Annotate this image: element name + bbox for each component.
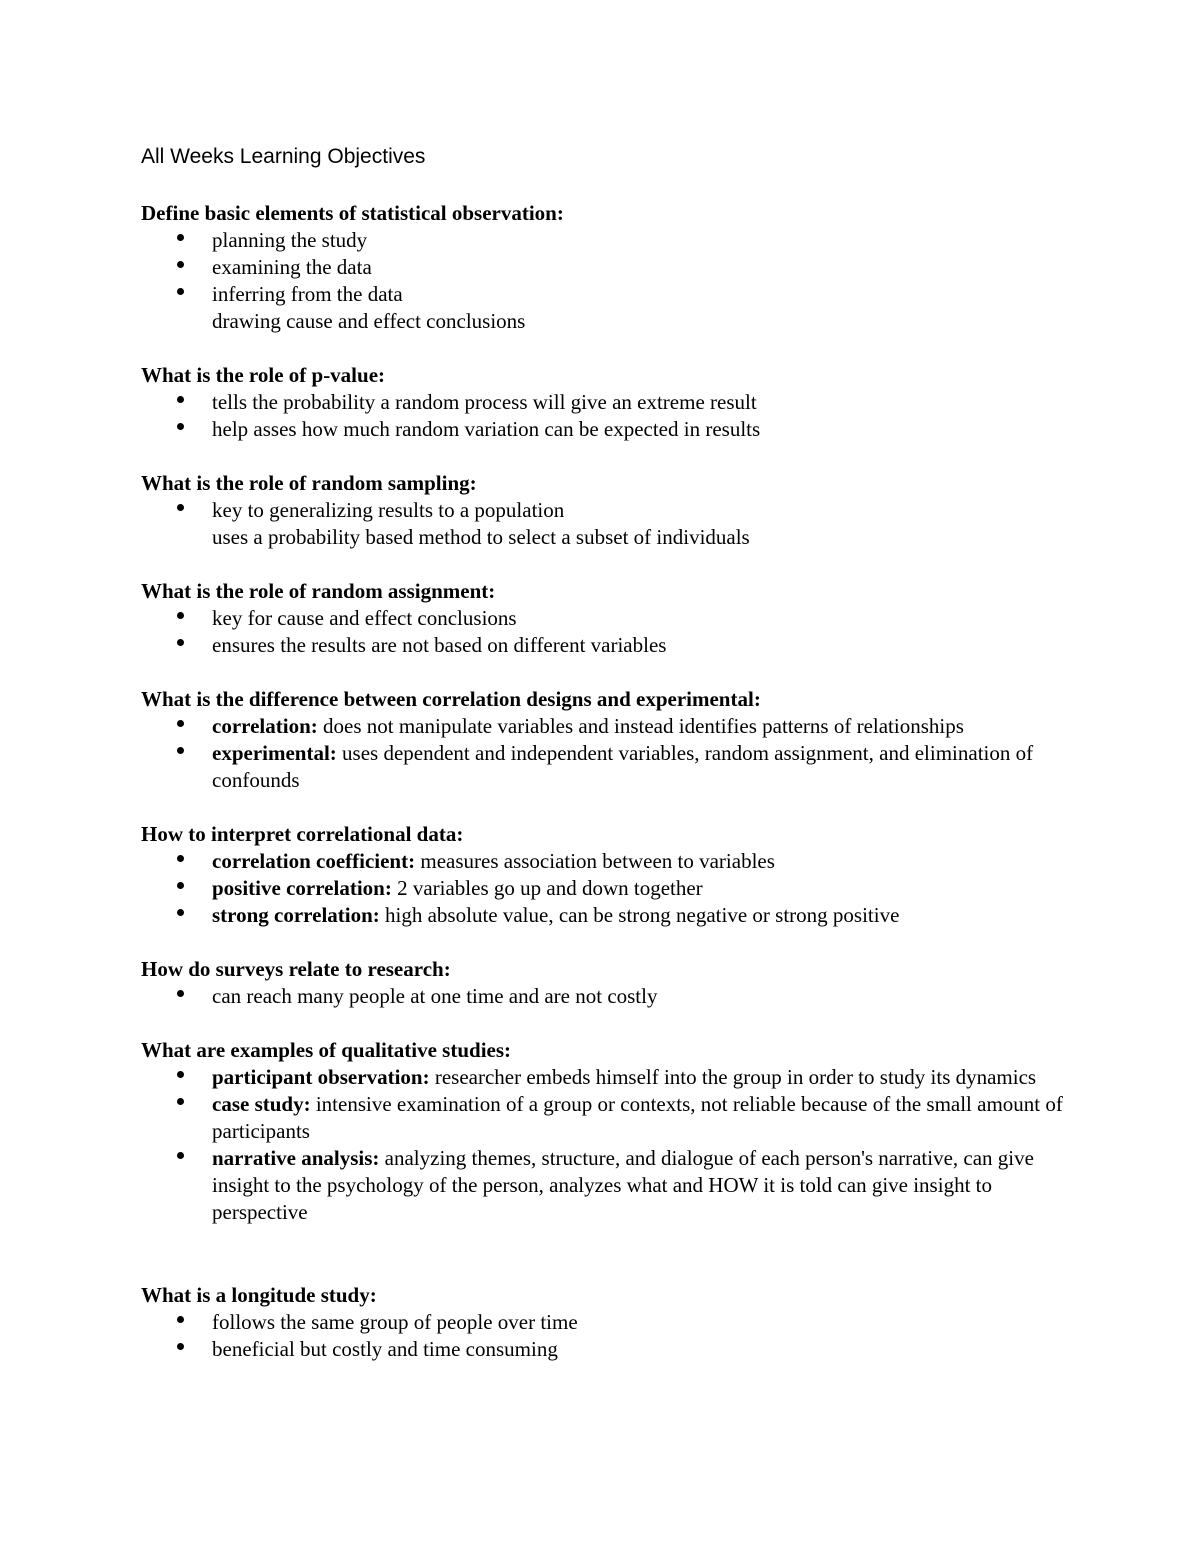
list-item — [141, 713, 1081, 740]
bullet-list — [141, 605, 1081, 659]
item-text: analyzing themes, structure, and dialogue of each person's narrative, can give insight to the psychology of the person, analyzes what and HOW it is told can give insight to perspective — [212, 1146, 1034, 1224]
section-heading: What is a longitude study: — [141, 1283, 377, 1307]
item-text: tells the probability a random process will give an extreme result — [212, 390, 757, 414]
list-item — [141, 1145, 1081, 1226]
list-item — [141, 605, 1081, 632]
list-item — [141, 875, 1081, 902]
list-item-continuation — [141, 308, 1081, 335]
item-term: case study: — [212, 1092, 311, 1116]
item-term: correlation coefficient: — [212, 849, 416, 873]
list-item — [141, 497, 1081, 524]
list-item — [141, 416, 1081, 443]
list-item — [141, 632, 1081, 659]
section-heading: What is the role of random assignment: — [141, 579, 496, 603]
item-text: drawing cause and effect conclusions — [212, 309, 526, 333]
list-item — [141, 281, 1081, 308]
item-term: strong correlation: — [212, 903, 380, 927]
item-text: measures association between to variables — [415, 849, 775, 873]
document-title: All Weeks Learning Objectives — [141, 145, 426, 168]
list-item — [141, 389, 1081, 416]
item-text: researcher embeds himself into the group in order to study its dynamics — [429, 1065, 1037, 1089]
section-heading: What is the role of p-value: — [141, 363, 386, 387]
item-term: positive correlation: — [212, 876, 392, 900]
item-term: narrative analysis: — [212, 1146, 380, 1170]
list-item — [141, 1309, 1081, 1336]
item-term: participant observation: — [212, 1065, 430, 1089]
list-item — [141, 1336, 1081, 1363]
item-text: can reach many people at one time and are not costly — [212, 984, 658, 1008]
list-item — [141, 227, 1081, 254]
section-qualitative-studies — [141, 1037, 1081, 1226]
section-heading: What is the difference between correlation designs and experimental: — [141, 687, 761, 711]
section-heading: How to interpret correlational data: — [141, 822, 464, 846]
item-text: does not manipulate variables and instead identifies patterns of relationships — [317, 714, 964, 738]
item-text: uses a probability based method to select a subset of individuals — [212, 525, 750, 549]
list-item — [141, 983, 1081, 1010]
item-text: high absolute value, can be strong negative or strong positive — [379, 903, 900, 927]
bullet-list — [141, 1064, 1081, 1226]
section-heading: How do surveys relate to research: — [141, 957, 451, 981]
item-text: uses dependent and independent variables, random assignment, and elimination of confounds — [212, 741, 1034, 792]
item-text: ensures the results are not based on different variables — [212, 633, 667, 657]
section-correlational-data — [141, 821, 1081, 929]
section-longitude-study — [141, 1282, 1081, 1363]
item-text: inferring from the data — [212, 282, 403, 306]
item-text: beneficial but costly and time consuming — [212, 1337, 558, 1361]
item-text: 2 variables go up and down together — [391, 876, 703, 900]
item-text: planning the study — [212, 228, 368, 252]
list-item — [141, 902, 1081, 929]
section-correlation-vs-experimental — [141, 686, 1081, 794]
bullet-list — [141, 983, 1081, 1010]
section-statistical-observation — [141, 200, 1081, 335]
item-text: help asses how much random variation can be expected in results — [212, 417, 761, 441]
list-item — [141, 1091, 1081, 1145]
list-item-continuation — [141, 524, 1081, 551]
item-term: experimental: — [212, 741, 337, 765]
bullet-list — [141, 497, 1081, 551]
item-text: follows the same group of people over time — [212, 1310, 578, 1334]
bullet-list — [141, 848, 1081, 929]
item-text: key to generalizing results to a population — [212, 498, 565, 522]
bullet-list — [141, 227, 1081, 335]
section-heading: What are examples of qualitative studies: — [141, 1038, 512, 1062]
section-random-sampling — [141, 470, 1081, 551]
item-text: examining the data — [212, 255, 372, 279]
list-item — [141, 848, 1081, 875]
list-item — [141, 1064, 1081, 1091]
section-heading: What is the role of random sampling: — [141, 471, 477, 495]
section-heading: Define basic elements of statistical observation: — [141, 201, 564, 225]
list-item — [141, 740, 1081, 794]
item-text: key for cause and effect conclusions — [212, 606, 517, 630]
list-item — [141, 254, 1081, 281]
bullet-list — [141, 389, 1081, 443]
bullet-list — [141, 713, 1081, 794]
bullet-list — [141, 1309, 1081, 1363]
item-text: intensive examination of a group or contexts, not reliable because of the small amount of participants — [212, 1092, 1063, 1143]
item-term: correlation: — [212, 714, 318, 738]
section-surveys — [141, 956, 1081, 1010]
section-random-assignment — [141, 578, 1081, 659]
section-p-value — [141, 362, 1081, 443]
